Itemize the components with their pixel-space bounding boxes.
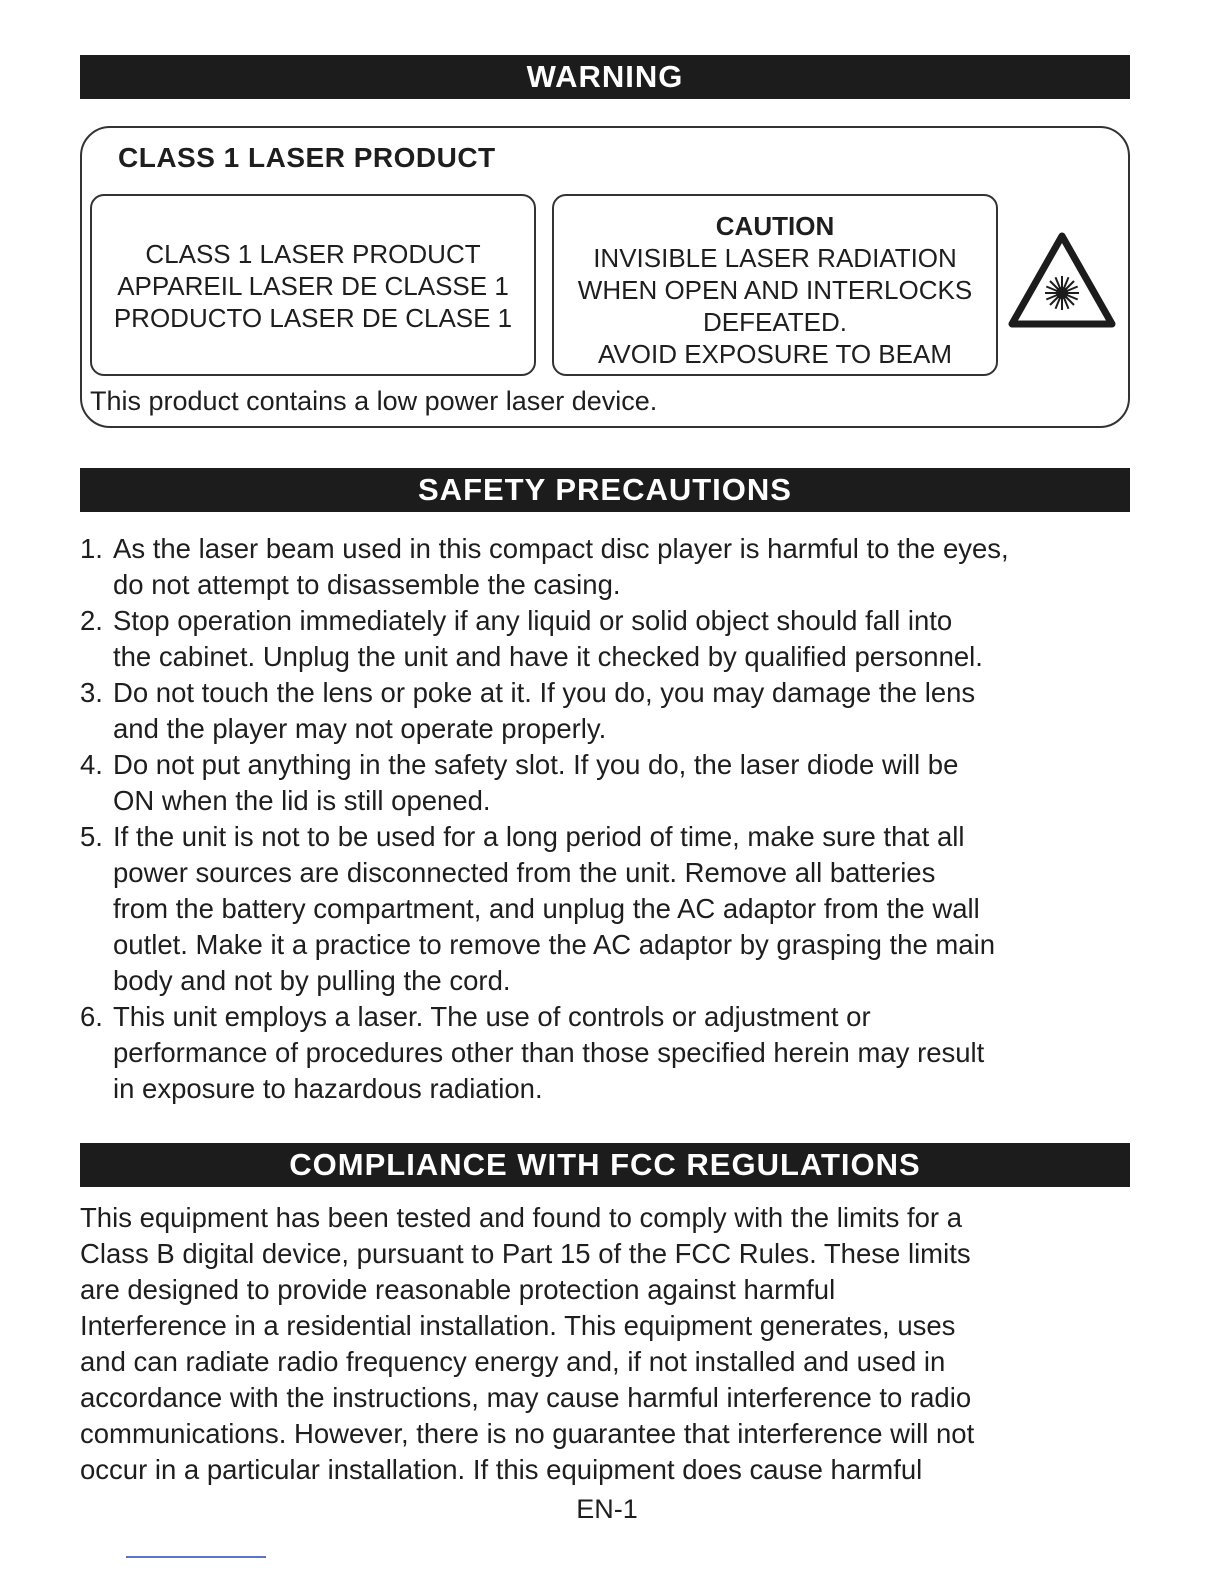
low-power-laser-note: This product contains a low power laser device.	[90, 386, 658, 416]
laser-warning-box	[80, 126, 1130, 428]
safety-precautions-heading: SAFETY PRECAUTIONS	[80, 468, 1130, 512]
fcc-compliance-heading: COMPLIANCE WITH FCC REGULATIONS	[80, 1143, 1130, 1187]
item-line: This unit employs a laser. The use of controls or adjustment or	[113, 1001, 871, 1032]
item-line: performance of procedures other than those specified herein may result	[113, 1037, 985, 1068]
safety-precautions-list	[80, 531, 1160, 1107]
fcc-line: Class B digital device, pursuant to Part 15 of the FCC Rules. These limits	[80, 1238, 971, 1269]
fcc-compliance-text	[80, 1200, 1140, 1488]
fcc-line: occur in a particular installation. If this equipment does cause harmful	[80, 1454, 923, 1485]
item-line: do not attempt to disassemble the casing.	[113, 569, 621, 600]
item-number: 1.	[80, 533, 103, 564]
label-line-spanish: PRODUCTO LASER DE CLASE 1	[113, 303, 513, 333]
item-line: from the battery compartment, and unplug the AC adaptor from the wall	[113, 893, 980, 924]
item-line: in exposure to hazardous radiation.	[113, 1073, 543, 1104]
laser-class-label	[90, 194, 536, 376]
label-line-french: APPAREIL LASER DE CLASSE 1	[117, 271, 509, 301]
list-item	[80, 675, 1160, 747]
item-line: and the player may not operate properly.	[113, 713, 607, 744]
item-line: Do not put anything in the safety slot. If you do, the laser diode will be	[113, 749, 959, 780]
warning-heading: WARNING	[80, 55, 1130, 99]
caution-line: DEFEATED.	[703, 307, 847, 337]
item-line: power sources are disconnected from the unit. Remove all batteries	[113, 857, 936, 888]
list-item	[80, 999, 1160, 1107]
caution-line: INVISIBLE LASER RADIATION	[593, 243, 957, 273]
list-item	[80, 531, 1160, 603]
item-number: 4.	[80, 749, 103, 780]
caution-label	[552, 194, 998, 376]
footer-rule	[126, 1556, 266, 1558]
item-number: 5.	[80, 821, 103, 852]
caution-title: CAUTION	[715, 211, 835, 241]
fcc-line: accordance with the instructions, may cause harmful interference to radio	[80, 1382, 972, 1413]
class-1-laser-title: CLASS 1 LASER PRODUCT	[118, 142, 496, 173]
item-number: 3.	[80, 677, 103, 708]
caution-line: AVOID EXPOSURE TO BEAM	[598, 339, 952, 369]
list-item	[80, 603, 1160, 675]
label-line-english: CLASS 1 LASER PRODUCT	[145, 239, 481, 269]
item-line: As the laser beam used in this compact disc player is harmful to the eyes,	[113, 533, 1009, 564]
laser-radiation-warning-icon	[1006, 230, 1118, 330]
item-line: Do not touch the lens or poke at it. If you do, you may damage the lens	[113, 677, 976, 708]
item-line: Stop operation immediately if any liquid or solid object should fall into	[113, 605, 953, 636]
list-item	[80, 747, 1160, 819]
item-line: the cabinet. Unplug the unit and have it checked by qualified personnel.	[113, 641, 983, 672]
item-line: outlet. Make it a practice to remove the AC adaptor by grasping the main	[113, 929, 996, 960]
list-item	[80, 819, 1160, 999]
fcc-line: Interference in a residential installation. This equipment generates, uses	[80, 1310, 956, 1341]
fcc-line: This equipment has been tested and found to comply with the limits for a	[80, 1202, 963, 1233]
item-number: 2.	[80, 605, 103, 636]
item-line: If the unit is not to be used for a long period of time, make sure that all	[113, 821, 965, 852]
fcc-line: communications. However, there is no guarantee that interference will not	[80, 1418, 975, 1449]
page-number: EN-1	[576, 1494, 638, 1524]
fcc-line: and can radiate radio frequency energy and, if not installed and used in	[80, 1346, 946, 1377]
item-line: body and not by pulling the cord.	[113, 965, 511, 996]
item-number: 6.	[80, 1001, 103, 1032]
item-line: ON when the lid is still opened.	[113, 785, 491, 816]
caution-line: WHEN OPEN AND INTERLOCKS	[577, 275, 973, 305]
fcc-line: are designed to provide reasonable protection against harmful	[80, 1274, 836, 1305]
